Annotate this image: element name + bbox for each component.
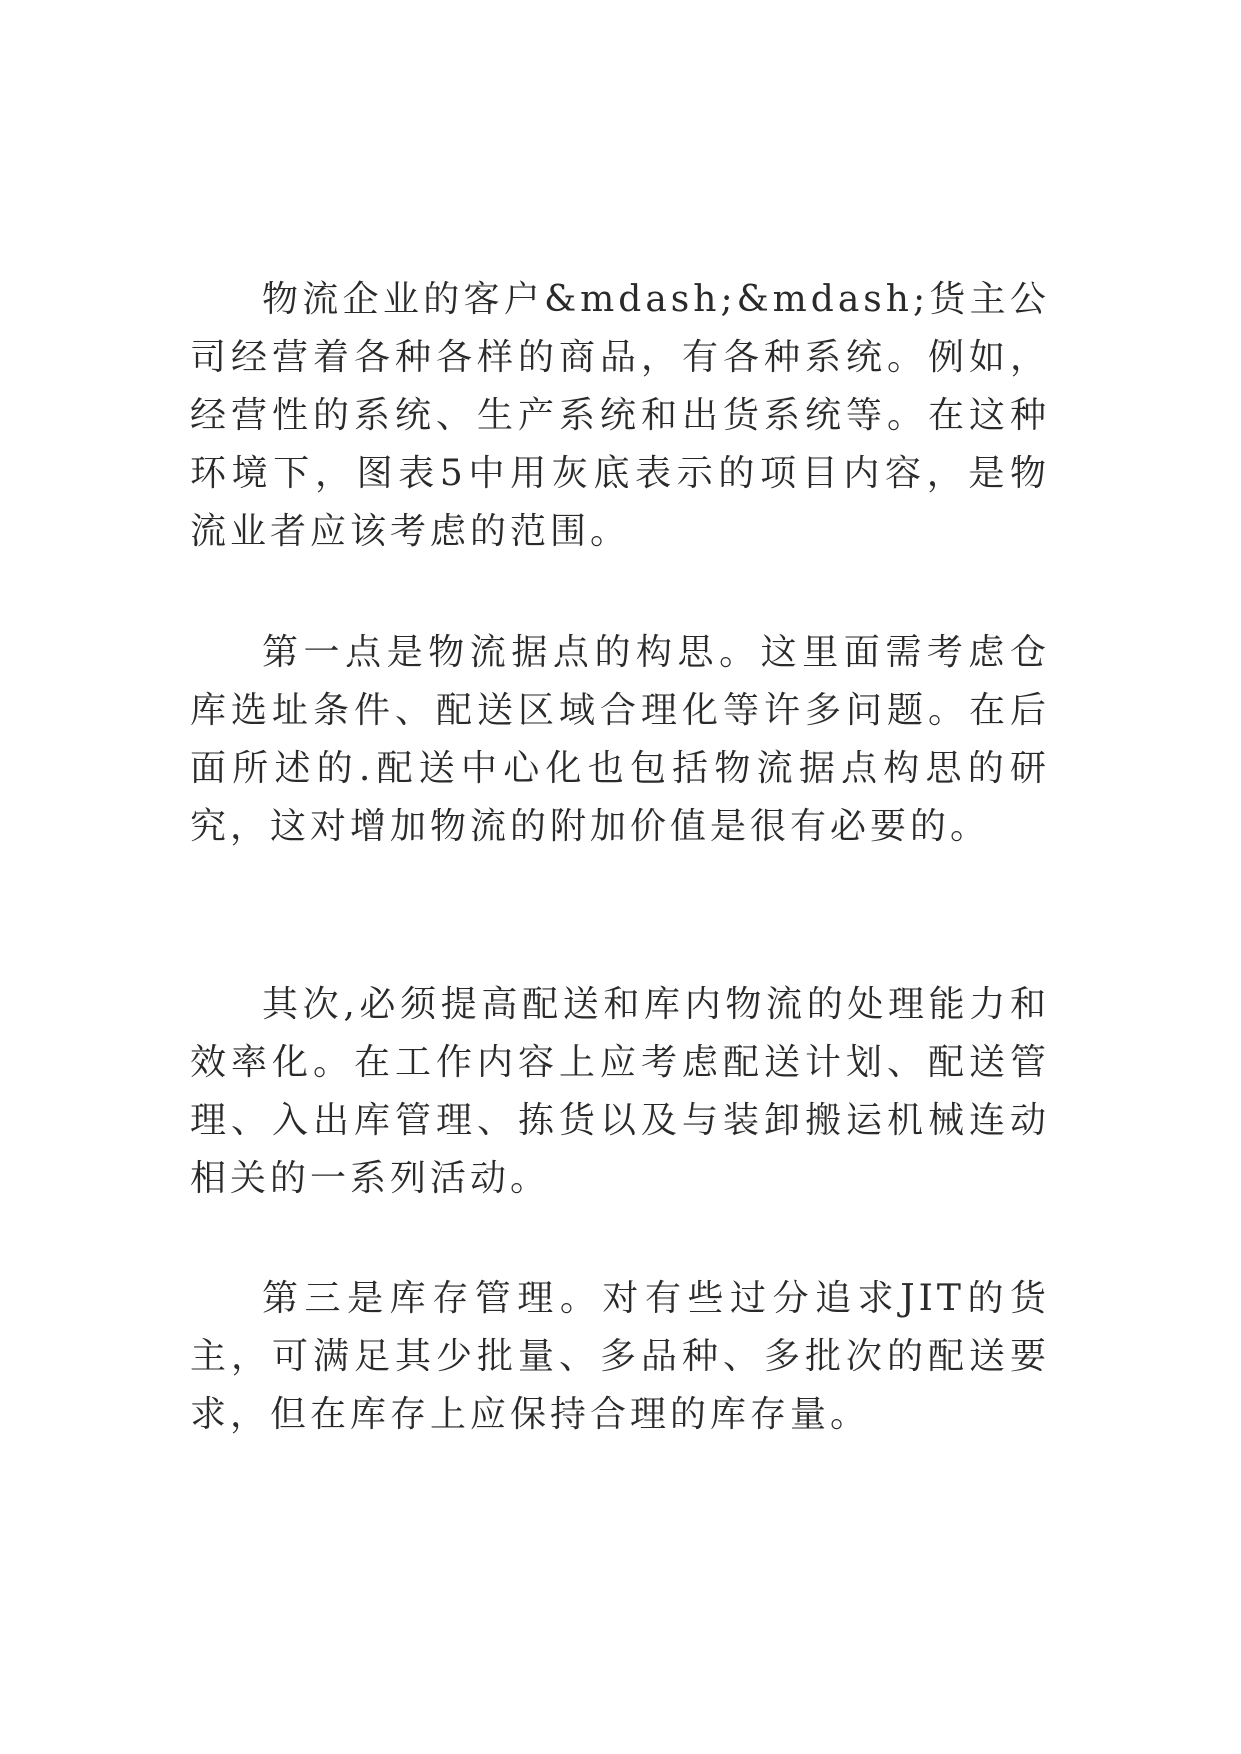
paragraph-logistics-base-planning: 第一点是物流据点的构思。这里面需考虑仓库选址条件、配送区域合理化等许多问题。在后面所述的.配送中心化也包括物流据点构思的研究，这对增加物流的附加价值是很有必要的。 bbox=[190, 632, 1050, 847]
paragraph-distribution-efficiency: 其次,必须提高配送和库内物流的处理能力和效率化。在工作内容上应考虑配送计划、配送管理、入出库管理、拣货以及与装卸搬运机械连动相关的一系列活动。 bbox=[190, 984, 1050, 1199]
paragraph-inventory-management: 第三是库存管理。对有些过分追求JIT的货主，可满足其少批量、多品种、多批次的配送要求，但在库存上应保持合理的库存量。 bbox=[190, 1278, 1050, 1435]
paragraph-customer-systems: 物流企业的客户&mdash;&mdash;货主公司经营着各种各样的商品，有各种系统。例如，经营性的系统、生产系统和出货系统等。在这种环境下，图表5中用灰底表示的项目内容，是物流业者应该考虑的范围。 bbox=[190, 279, 1050, 552]
